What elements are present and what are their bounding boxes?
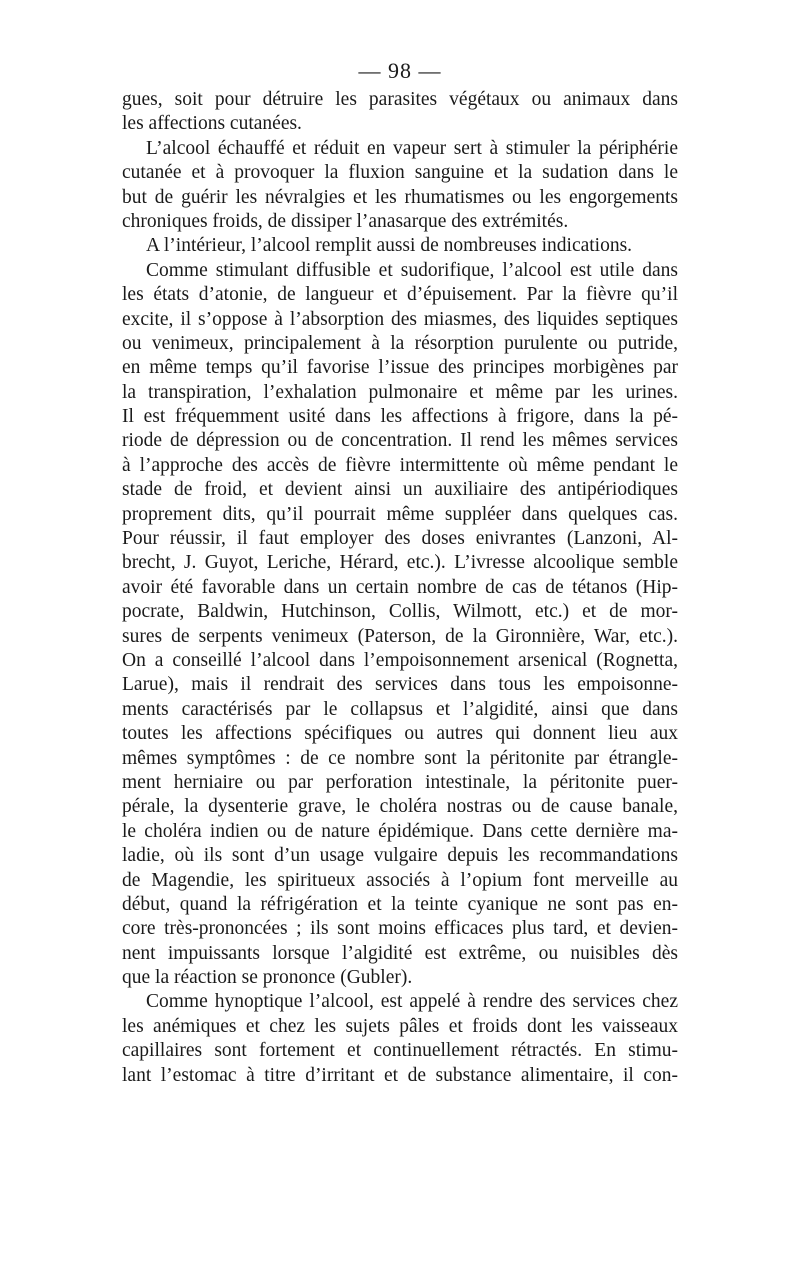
text-line: stade de froid, et devient ainsi un auxiliaire des antipériodiques	[122, 479, 678, 501]
text-line: lant l’estomac à titre d’irritant et de substance alimentaire, il con-	[122, 1064, 678, 1086]
text-line: On a conseillé l’alcool dans l’empoisonnement arsenical (Rognetta,	[122, 649, 678, 671]
text-line: Il est fréquemment usité dans les affections à frigore, dans la pé-	[122, 406, 678, 428]
text-line: début, quand la réfrigération et la teinte cyanique ne sont pas en-	[122, 893, 678, 915]
text-line: gues, soit pour détruire les parasites végétaux ou animaux dans	[122, 89, 678, 110]
text-line: proprement dits, qu’il pourrait même suppléer dans quelques cas.	[122, 503, 678, 525]
text-line: ments caractérisés par le collapsus et l’algidité, ainsi que dans	[122, 698, 678, 720]
text-line: les états d’atonie, de langueur et d’épuisement. Par la fièvre qu’il	[122, 284, 678, 306]
text-line: le choléra indien ou de nature épidémique. Dans cette dernière ma-	[122, 820, 678, 842]
text-line: que la réaction se prononce (Gubler).	[122, 967, 413, 989]
text-line: but de guérir les névralgies et les rhumatismes ou les engorgements	[122, 186, 678, 208]
text-line: la transpiration, l’exhalation pulmonaire et même par les urines.	[122, 381, 678, 403]
text-line: A l’intérieur, l’alcool remplit aussi de nombreuses indications.	[146, 235, 633, 257]
text-line: en même temps qu’il favorise l’issue des principes morbigènes par	[122, 357, 678, 379]
text-line: mêmes symptômes : de ce nombre sont la péritonite par étrangle-	[122, 747, 678, 769]
text-line: toutes les affections spécifiques ou autres qui donnent lieu aux	[122, 723, 678, 745]
text-line: les anémiques et chez les sujets pâles et froids dont les vaisseaux	[122, 1015, 678, 1037]
text-line: ladie, où ils sont d’un usage vulgaire depuis les recommandations	[122, 845, 678, 867]
page-number: — 98 —	[358, 58, 442, 83]
text-line: cutanée et à provoquer la fluxion sanguine et la sudation dans le	[122, 162, 678, 184]
text-line: nent impuissants lorsque l’algidité est extrême, ou nuisibles dès	[122, 942, 678, 964]
text-line: pérale, la dysenterie grave, le choléra nostras ou de cause banale,	[122, 796, 678, 818]
text-line: Comme hynoptique l’alcool, est appelé à rendre des services chez	[146, 991, 678, 1013]
text-line: Larue), mais il rendrait des services dans tous les empoisonne-	[122, 674, 678, 696]
text-line: de Magendie, les spiritueux associés à l’opium font merveille au	[122, 869, 678, 891]
text-line: Pour réussir, il faut employer des doses enivrantes (Lanzoni, Al-	[122, 528, 678, 550]
text-line: ou venimeux, principalement à la résorption purulente ou putride,	[122, 332, 678, 354]
text-line: riode de dépression ou de concentration. Il rend les mêmes services	[122, 430, 678, 452]
text-line: capillaires sont fortement et continuellement rétractés. En stimu-	[122, 1040, 678, 1062]
text-line: L’alcool échauffé et réduit en vapeur sert à stimuler la périphérie	[146, 137, 678, 159]
text-line: avoir été favorable dans un certain nombre de cas de tétanos (Hip-	[122, 576, 678, 598]
text-line: les affections cutanées.	[122, 113, 302, 135]
text-line: à l’approche des accès de fièvre intermittente où même pendant le	[122, 454, 678, 476]
text-line: excite, il s’oppose à l’absorption des miasmes, des liquides septiques	[122, 308, 678, 330]
text-line: sures de serpents venimeux (Paterson, de la Gironnière, War, etc.).	[122, 625, 678, 647]
text-line: pocrate, Baldwin, Hutchinson, Collis, Wilmott, etc.) et de mor-	[122, 601, 678, 623]
text-line: core très-prononcées ; ils sont moins efficaces plus tard, et devien-	[122, 918, 678, 940]
text-line: ment herniaire ou par perforation intestinale, la péritonite puer-	[122, 771, 678, 793]
text-line: Comme stimulant diffusible et sudorifique, l’alcool est utile dans	[146, 259, 678, 281]
text-line: chroniques froids, de dissiper l’anasarque des extrémités.	[122, 210, 569, 232]
text-line: brecht, J. Guyot, Leriche, Hérard, etc.). L’ivresse alcoolique semble	[122, 552, 678, 574]
body-text	[122, 88, 678, 1088]
